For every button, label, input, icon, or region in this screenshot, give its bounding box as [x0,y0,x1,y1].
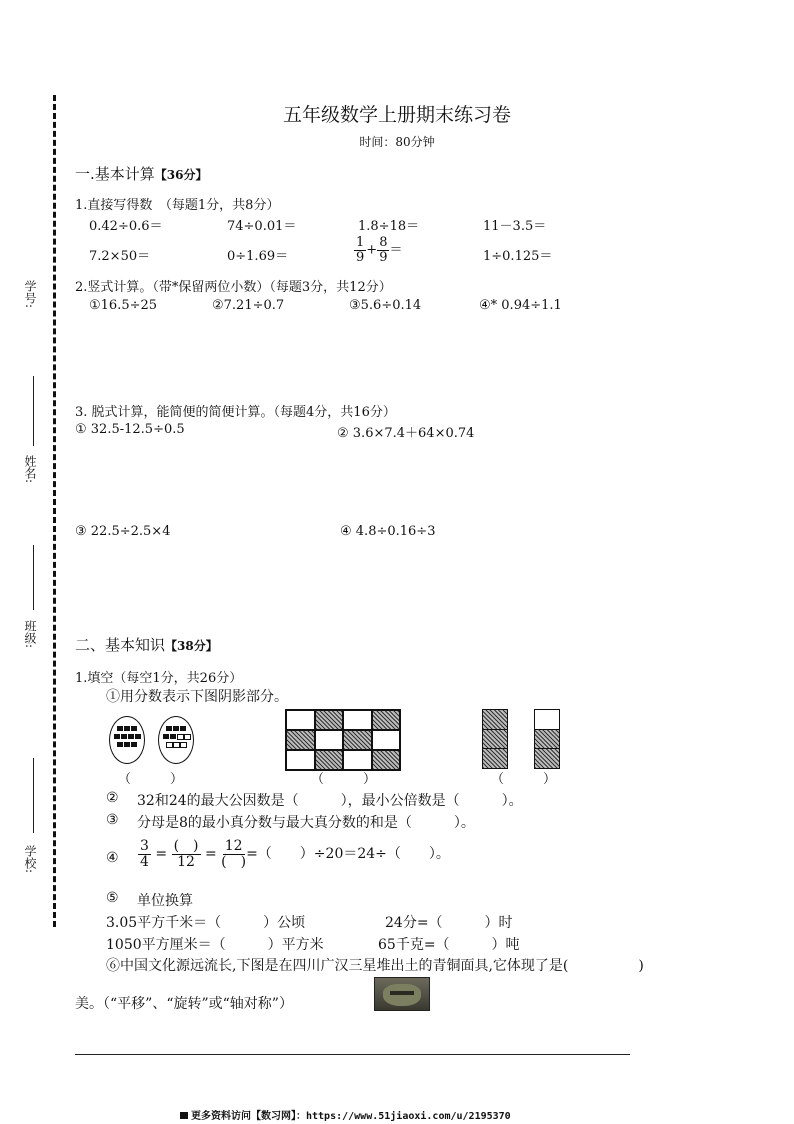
exam-time: 时间：80分钟 [359,135,435,149]
section2-title: 二、基本知识 [75,636,166,654]
school-line [33,758,34,833]
section1-title: 一.基本计算 [75,165,155,183]
vertical-calc-item: ③5.6÷0.14 [349,298,422,313]
calc-item: 11－3.5＝ [483,219,547,234]
page-title: 五年级数学上册期末练习卷 [282,104,511,126]
vertical-calc-item: ②7.21÷0.7 [212,298,285,313]
calc-item: 1÷0.125＝ [483,249,553,264]
name-label: 姓名: [23,455,37,484]
footer-text[interactable]: 更多资料访问【数习网】：https://www.51jiaoxi.com/u/2195370 [191,1111,511,1122]
fill-item-1: ①用分数表示下图阴影部分。 [106,689,288,705]
fill-item-4-number: ④ [106,850,119,866]
shaded-grid-figure [285,709,401,771]
oval-figure-right [158,716,194,764]
calc-item: 0÷1.69＝ [227,249,289,264]
calc-item: 0.42÷0.6＝ [89,219,163,234]
step-calc-item: ④ 4.8÷0.16÷3 [340,524,436,539]
fraction: $\frac{1}{9}$ [356,235,365,265]
unit-conversion: 3.05平方千米＝（ ）公顷 [106,915,306,931]
class-line [33,545,34,610]
vertical-calc-item: ①16.5÷25 [89,298,158,313]
fill-item-5-number: ⑤ [106,890,119,906]
bronze-mask-image [374,977,430,1011]
q3-title: 3. 脱式计算，能简便的简便计算。（每题4分，共16分） [75,405,396,420]
name-line [33,376,34,446]
step-calc-item: ③ 22.5÷2.5×4 [75,524,171,539]
fill-item-3-number: ③ [106,812,119,828]
school-label: 学校: [23,845,37,874]
fill-item-6-tail: 美。（“平移”、“旋转”或“轴对称”） [75,996,293,1012]
section2-heading [75,634,218,655]
answer-blank: （ ） [491,772,557,787]
fill-item-4: $\frac{3}{4}$ = $\frac{( )}{12}$ = $\frac{12}{( )}$ =（ ）÷20＝24÷（ ）。 [140,838,450,870]
fill-item-2-number: ② [106,790,119,806]
fraction-sum-item: $\frac{1}{9}$ + $\frac{8}{9}$ ＝ [356,235,403,265]
shaded-column-left [482,709,508,769]
q1-title: 1.直接写得数 （每题1分，共8分） [75,198,280,213]
section1-heading [75,163,207,184]
fraction: $\frac{8}{9}$ [379,235,388,265]
binding-dashed-line [53,95,56,927]
section2-score: 【38分】 [165,639,218,653]
step-calc-item: ② 3.6×7.4＋64×0.74 [337,426,475,441]
step-calc-item: ① 32.5-12.5÷0.5 [75,422,185,437]
answer-blank: （ ） [118,772,184,787]
unit-conversion: 1050平方厘米＝（ ）平方米 [106,937,324,953]
fill-item-3: 分母是8的最小真分数与最大真分数的和是（ ）。 [137,815,475,831]
divider-line [75,1054,630,1055]
flag-icon [180,1112,188,1119]
oval-figure-left [109,716,145,764]
fill-blank-title: 1.填空（每空1分，共26分） [75,671,243,686]
fill-item-5: 单位换算 [137,893,193,909]
fill-item-6: ⑥中国文化源远流长,下图是在四川广汉三星堆出土的青铜面具,它体现了是( ) [106,958,644,974]
calc-item: 7.2×50＝ [89,249,151,264]
fraction: $\frac{12}{( )}$ [221,838,247,870]
unit-conversion: 65千克=（ ）吨 [378,937,520,953]
answer-blank: （ ） [311,772,377,787]
calc-item: 1.8÷18＝ [358,219,420,234]
footer [180,1107,511,1122]
class-label: 班级: [23,620,37,649]
shaded-column-right [534,709,560,769]
q2-title: 2.竖式计算。（带*保留两位小数）（每题3分，共12分） [75,280,392,295]
unit-conversion: 24分=（ ）时 [385,915,513,931]
student-id-label: 学号: [23,280,37,309]
fraction: $\frac{3}{4}$ [140,838,149,870]
calc-item: 74÷0.01＝ [227,219,297,234]
section1-score: 【36分】 [154,168,208,182]
fill-item-2: 32和24的最大公因数是（ ），最小公倍数是（ ）。 [137,793,523,809]
vertical-calc-item: ④* 0.94÷1.1 [479,298,562,313]
fraction: $\frac{( )}{12}$ [173,838,199,870]
